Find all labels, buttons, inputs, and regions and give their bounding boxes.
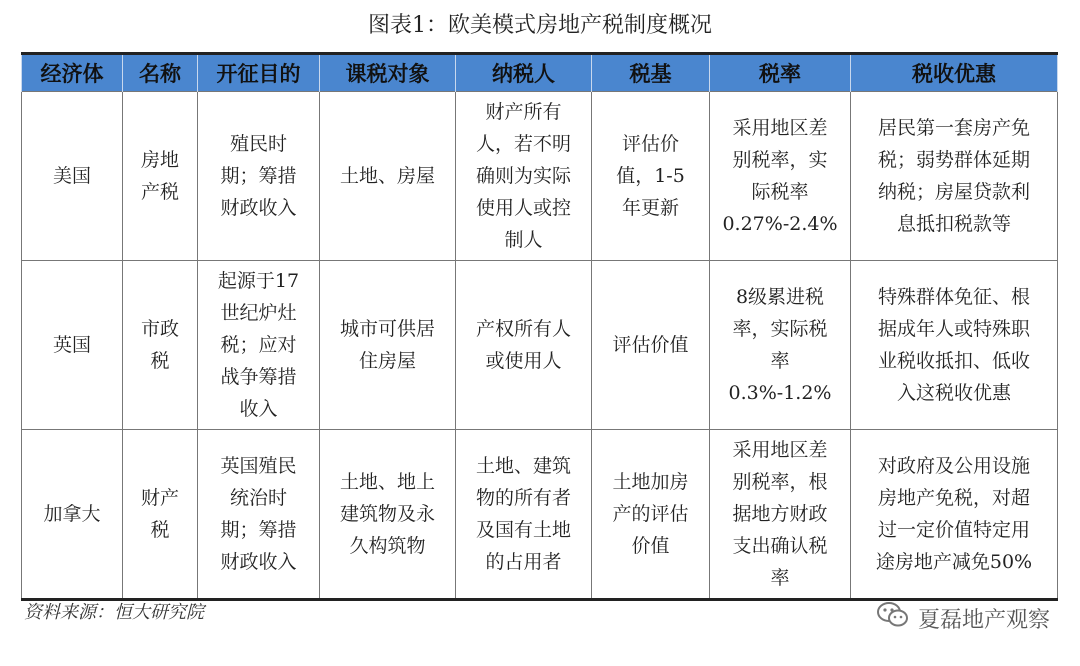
header-name: 名称 xyxy=(123,54,198,92)
cell-tax-object: 土地、地上 建筑物及永 久构筑物 xyxy=(320,430,456,600)
property-tax-table xyxy=(21,52,1058,601)
watermark-text: 夏磊地产观察 xyxy=(917,607,1050,633)
cell-tax-object: 城市可供居 住房屋 xyxy=(320,261,456,430)
cell-name: 房地 产税 xyxy=(123,92,198,261)
cell-tax-object: 土地、房屋 xyxy=(320,92,456,261)
header-purpose: 开征目的 xyxy=(198,54,320,92)
header-economy: 经济体 xyxy=(22,54,123,92)
table-row xyxy=(22,261,1058,430)
table-row xyxy=(22,92,1058,261)
table-header-row xyxy=(22,54,1058,92)
cell-tax-base: 评估价值 xyxy=(592,261,710,430)
header-taxpayer: 纳税人 xyxy=(456,54,592,92)
cell-name: 财产 税 xyxy=(123,430,198,600)
cell-tax-incentive: 居民第一套房产免 税；弱势群体延期 纳税；房屋贷款利 息抵扣税款等 xyxy=(851,92,1058,261)
wechat-icon xyxy=(876,600,918,636)
cell-tax-rate: 采用地区差 别税率，根 据地方财政 支出确认税 率 xyxy=(710,430,851,600)
source-note: 资料来源：恒大研究院 xyxy=(24,602,204,623)
header-tax-rate: 税率 xyxy=(710,54,851,92)
cell-economy: 加拿大 xyxy=(22,430,123,600)
cell-tax-incentive: 对政府及公用设施 房地产免税，对超 过一定价值特定用 途房地产减免50% xyxy=(851,430,1058,600)
table-row xyxy=(22,430,1058,600)
header-tax-object: 课税对象 xyxy=(320,54,456,92)
cell-economy: 英国 xyxy=(22,261,123,430)
cell-purpose: 英国殖民 统治时 期；筹措 财政收入 xyxy=(198,430,320,600)
cell-tax-base: 土地加房 产的评估 价值 xyxy=(592,430,710,600)
cell-economy: 美国 xyxy=(22,92,123,261)
cell-taxpayer: 财产所有 人，若不明 确则为实际 使用人或控 制人 xyxy=(456,92,592,261)
cell-taxpayer: 土地、建筑 物的所有者 及国有土地 的占用者 xyxy=(456,430,592,600)
header-tax-incentive: 税收优惠 xyxy=(851,54,1058,92)
cell-tax-base: 评估价 值，1-5 年更新 xyxy=(592,92,710,261)
cell-tax-rate: 采用地区差 别税率，实 际税率 0.27%-2.4% xyxy=(710,92,851,261)
cell-tax-rate: 8级累进税 率，实际税 率 0.3%-1.2% xyxy=(710,261,851,430)
cell-name: 市政 税 xyxy=(123,261,198,430)
header-tax-base: 税基 xyxy=(592,54,710,92)
cell-purpose: 起源于17 世纪炉灶 税；应对 战争筹措 收入 xyxy=(198,261,320,430)
cell-tax-incentive: 特殊群体免征、根 据成年人或特殊职 业税收抵扣、低收 入这税收优惠 xyxy=(851,261,1058,430)
watermark xyxy=(876,600,1050,636)
cell-taxpayer: 产权所有人 或使用人 xyxy=(456,261,592,430)
cell-purpose: 殖民时 期；筹措 财政收入 xyxy=(198,92,320,261)
table-title: 图表1：欧美模式房地产税制度概况 xyxy=(368,13,712,38)
